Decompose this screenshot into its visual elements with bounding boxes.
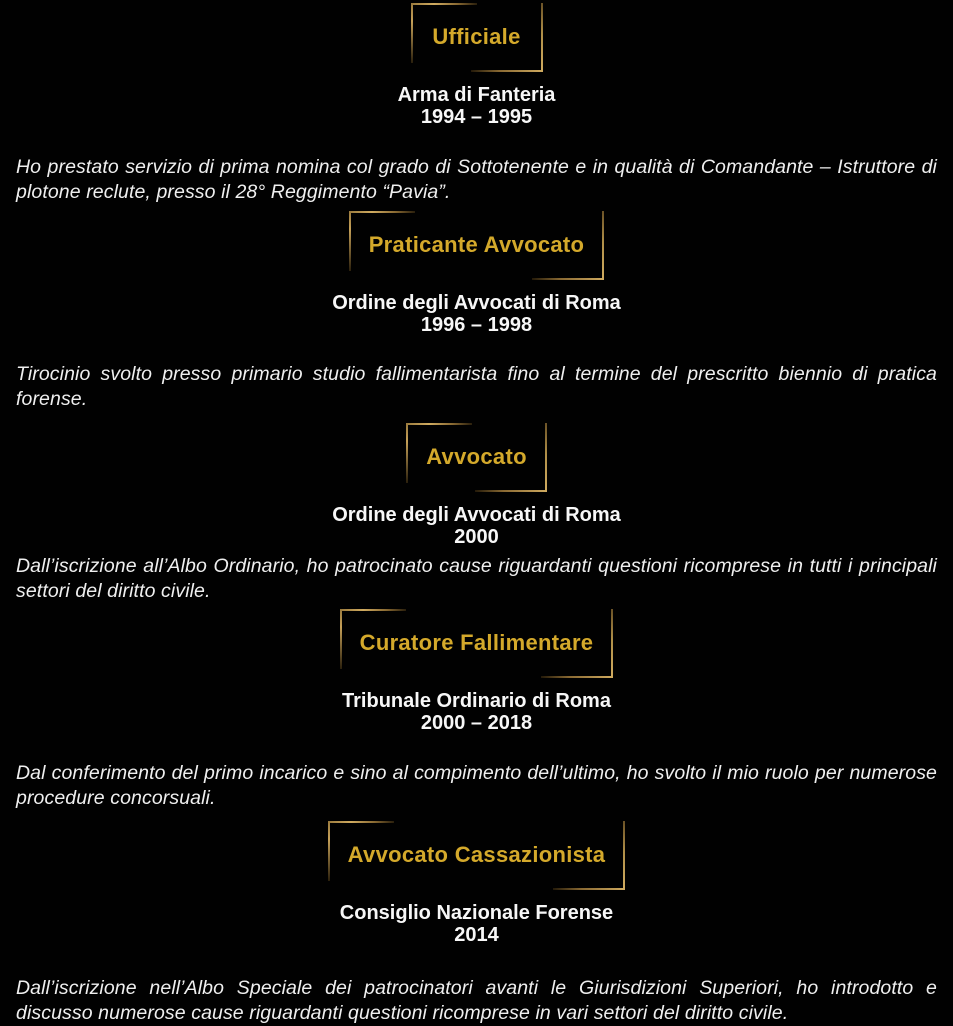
role-title-wrap <box>0 211 953 280</box>
frame-line-top <box>406 423 472 425</box>
role-description: Ho prestato servizio di prima nomina col grado di Sottotenente e in qualità di Comandante – Istruttore di plotone reclute, presso il 28° Reggimento “Pavia”. <box>16 156 937 203</box>
role-description: Dal conferimento del primo incarico e sino al compimento dell’ultimo, ho svolto il mio ruolo per numerose procedure concorsuali. <box>16 762 937 809</box>
role-title-wrap <box>0 3 953 72</box>
role-subtitle <box>0 690 953 734</box>
frame-line-left <box>411 3 413 63</box>
period: 1994 – 1995 <box>420 106 533 128</box>
role-subtitle <box>0 902 953 946</box>
frame-line-top <box>328 821 394 823</box>
role-title-box <box>411 3 543 72</box>
frame-line-top <box>411 3 477 5</box>
frame-line-top <box>340 609 406 611</box>
experience-section-praticante-avvocato <box>0 211 953 412</box>
organization: Consiglio Nazionale Forense <box>339 902 614 924</box>
organization: Ordine degli Avvocati di Roma <box>332 292 621 314</box>
frame-line-right <box>602 211 604 280</box>
frame-line-right <box>541 3 543 72</box>
frame-line-bottom <box>471 70 543 72</box>
role-title: Curatore Fallimentare <box>359 630 594 655</box>
role-description: Tirocinio svolto presso primario studio fallimentarista fino al termine del prescritto biennio di pratica forense. <box>16 363 937 410</box>
experience-section-curatore-fallimentare <box>0 609 953 811</box>
role-subtitle <box>0 84 953 128</box>
frame-line-bottom <box>541 676 613 678</box>
role-subtitle <box>0 504 953 548</box>
role-title-box <box>340 609 614 678</box>
frame-line-top <box>349 211 415 213</box>
frame-line-right <box>623 821 625 890</box>
role-title-box <box>328 821 626 890</box>
role-title-box <box>406 423 547 492</box>
frame-line-left <box>340 609 342 669</box>
frame-line-bottom <box>532 278 604 280</box>
period: 2000 – 2018 <box>420 712 533 734</box>
role-title-wrap <box>0 821 953 890</box>
frame-line-bottom <box>475 490 547 492</box>
experience-section-avvocato-cassazionista <box>0 821 953 1026</box>
experience-section-avvocato <box>0 423 953 604</box>
experience-section-ufficiale <box>0 3 953 205</box>
frame-line-left <box>349 211 351 271</box>
role-subtitle <box>0 292 953 336</box>
role-title: Praticante Avvocato <box>368 232 585 257</box>
role-title: Ufficiale <box>432 24 521 49</box>
frame-line-right <box>545 423 547 492</box>
organization: Ordine degli Avvocati di Roma <box>332 504 621 526</box>
organization: Arma di Fanteria <box>397 84 556 106</box>
role-title-wrap <box>0 423 953 492</box>
role-title-box <box>349 211 605 280</box>
role-description: Dall’iscrizione all’Albo Ordinario, ho patrocinato cause riguardanti questioni ricomprese in tutti i principali settori del diritto civile. <box>16 555 937 602</box>
role-title: Avvocato Cassazionista <box>347 842 606 867</box>
frame-line-bottom <box>553 888 625 890</box>
organization: Tribunale Ordinario di Roma <box>342 690 611 712</box>
period: 2014 <box>454 924 499 946</box>
period: 2000 <box>454 526 499 548</box>
role-title-wrap <box>0 609 953 678</box>
period: 1996 – 1998 <box>420 314 533 336</box>
frame-line-left <box>406 423 408 483</box>
role-description: Dall’iscrizione nell’Albo Speciale dei patrocinatori avanti le Giurisdizioni Superiori, ho introdotto e discusso numerose cause riguardanti questioni ricomprese in vari settori del diritto civile. <box>16 977 937 1024</box>
frame-line-right <box>611 609 613 678</box>
frame-line-left <box>328 821 330 881</box>
role-title: Avvocato <box>426 444 527 469</box>
